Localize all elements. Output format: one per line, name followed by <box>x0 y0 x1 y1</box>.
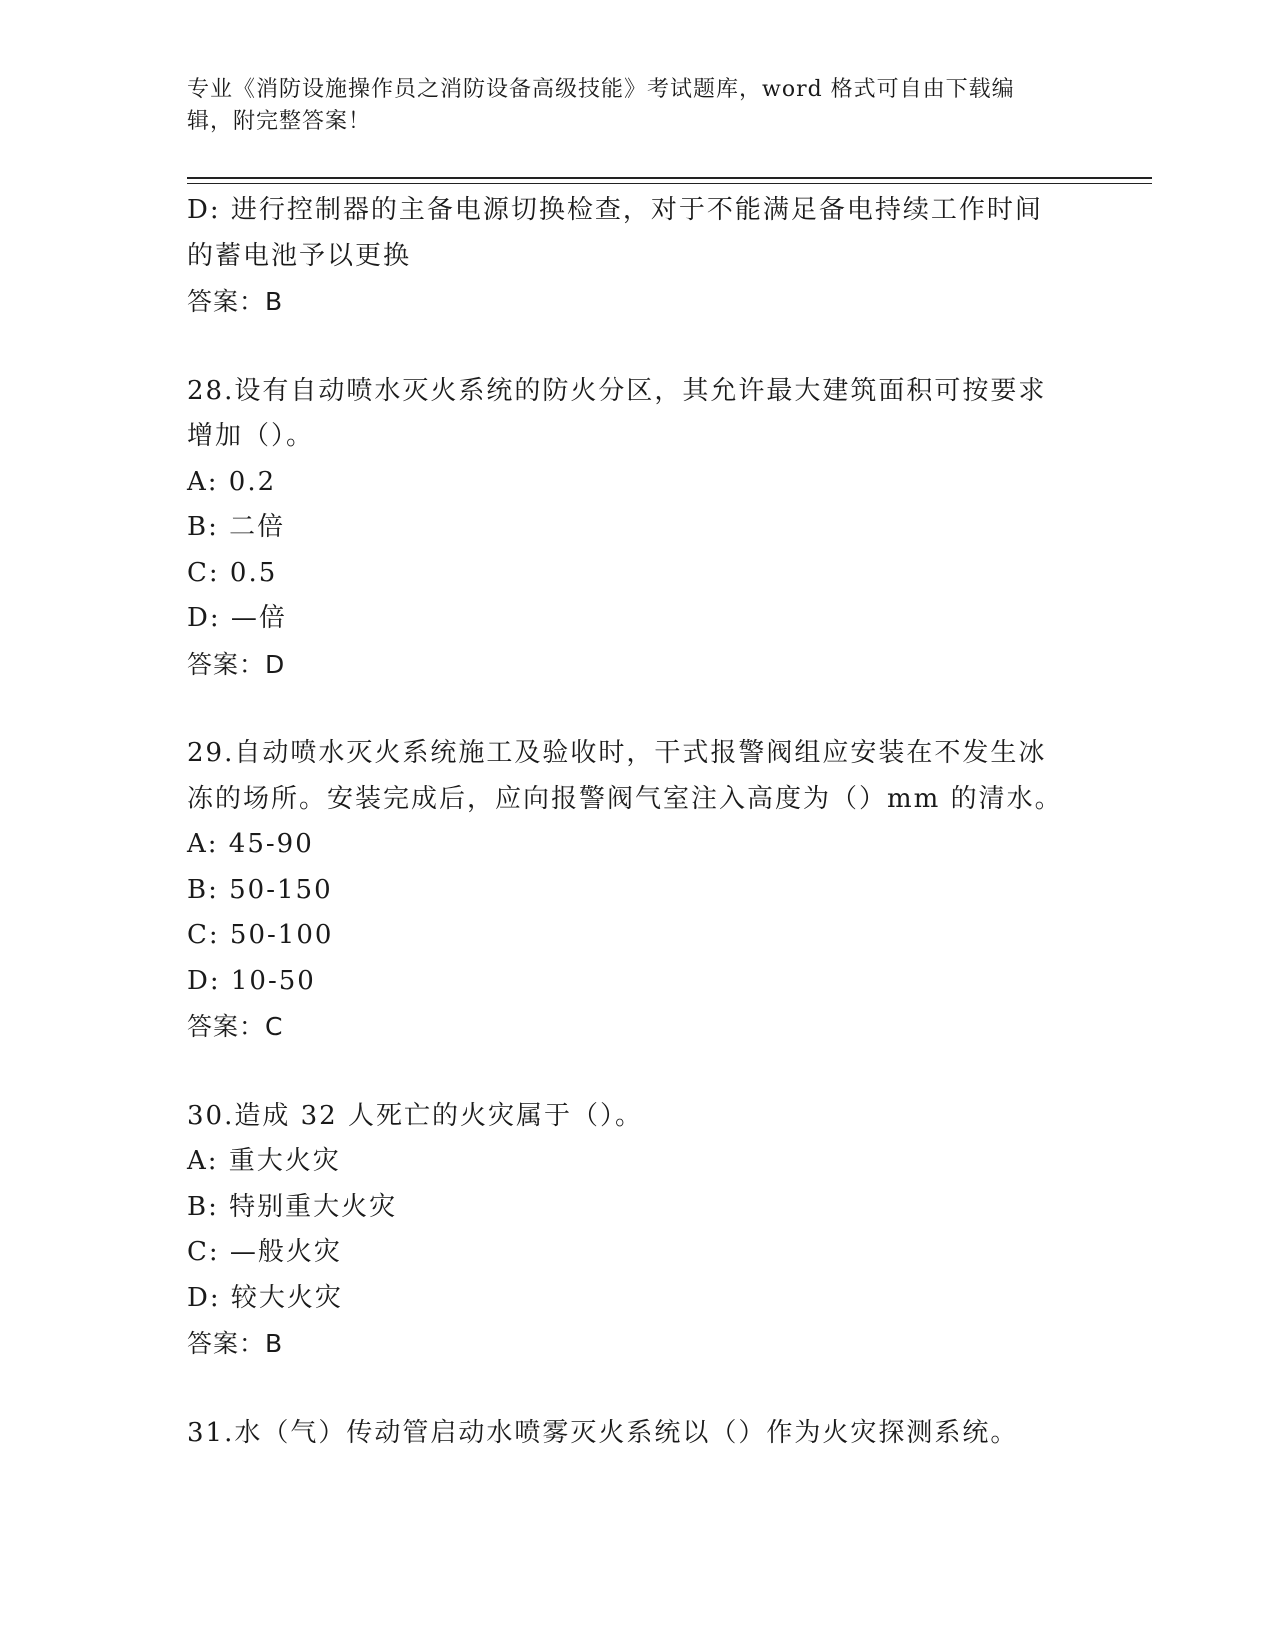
option-c: C: —般火灾 <box>187 1237 342 1267</box>
answer-line: 答案：D <box>187 649 286 679</box>
option-d-line-2: 的蓄电池予以更换 <box>187 240 412 271</box>
answer-line: 答案：C <box>187 1012 284 1041</box>
header-divider-thick <box>187 177 1152 179</box>
question-stem-line-1: 31.水（气）传动管启动水喷雾灭火系统以（）作为火灾探测系统。 <box>187 1417 1019 1448</box>
option-b: B: 特别重大火灾 <box>187 1191 398 1222</box>
question-stem-line-1: 29.自动喷水灭火系统施工及验收时，干式报警阀组应安装在不发生冰 <box>187 738 1047 768</box>
option-d: D: —倍 <box>187 603 287 633</box>
option-d: D: 较大火灾 <box>187 1282 343 1313</box>
option-a: A: 0.2 <box>187 466 277 497</box>
question-30 <box>187 1094 1087 1367</box>
answer-line: 答案：B <box>187 1329 284 1358</box>
question-28 <box>187 369 1087 688</box>
question-31 <box>187 1411 1087 1457</box>
option-c: C: 50-100 <box>187 920 334 950</box>
question-stem-line-1: 28.设有自动喷水灭火系统的防火分区，其允许最大建筑面积可按要求 <box>187 375 1047 406</box>
question-list <box>187 188 1087 1456</box>
question-29 <box>187 731 1087 1050</box>
answer-line: 答案：B <box>187 287 284 316</box>
question-stem-line-2: 冻的场所。安装完成后，应向报警阀气室注入高度为（）mm 的清水。 <box>187 783 1063 814</box>
option-b: B: 二倍 <box>187 512 286 542</box>
option-c: C: 0.5 <box>187 557 278 588</box>
option-d-line-1: D: 进行控制器的主备电源切换检查，对于不能满足备电持续工作时间 <box>187 195 1043 225</box>
question-stem-line-1: 30.造成 32 人死亡的火灾属于（）。 <box>187 1100 643 1131</box>
question-stem-line-2: 增加（）。 <box>187 421 315 451</box>
header-line-2: 辑，附完整答案！ <box>187 109 372 134</box>
header-divider-thin <box>187 183 1152 184</box>
option-b: B: 50-150 <box>187 874 333 905</box>
header-line-1: 专业《消防设施操作员之消防设备高级技能》考试题库，word 格式可自由下载编 <box>187 77 1015 102</box>
page-header <box>187 74 1067 138</box>
option-a: A: 重大火灾 <box>187 1146 341 1176</box>
question-27-continued <box>187 188 1087 325</box>
option-d: D: 10-50 <box>187 965 316 996</box>
option-a: A: 45-90 <box>187 829 314 859</box>
